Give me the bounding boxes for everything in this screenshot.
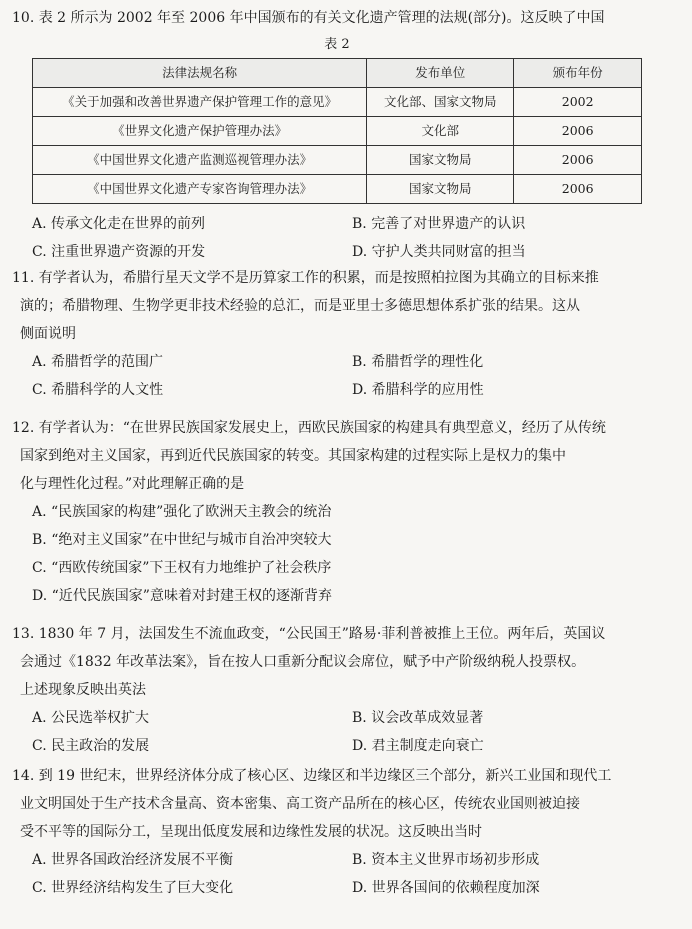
table-cell: 2006 xyxy=(514,146,642,175)
option-d[interactable]: D. 世界各国间的依赖程度加深 xyxy=(352,880,540,896)
question-14-stem-line: 业文明国处于生产技术含量高、资本密集、高工资产品所在的核心区，传统农业国则被迫接 xyxy=(20,796,580,812)
option-b[interactable]: B. 希腊哲学的理性化 xyxy=(352,354,484,370)
regulations-table xyxy=(32,58,642,204)
question-10-options xyxy=(12,210,662,266)
table-cell: 国家文物局 xyxy=(367,175,514,204)
option-a[interactable]: A. 公民选举权扩大 xyxy=(32,710,150,726)
table-cell: 《关于加强和改善世界遗产保护管理工作的意见》 xyxy=(33,88,367,117)
question-13-stem-line: 会通过《1832 年改革法案》，旨在按人口重新分配议会席位，赋予中产阶级纳税人投票权。 xyxy=(20,654,586,670)
question-13-stem-line: 13. 1830 年 7 月，法国发生不流血政变，“公民国王”路易·菲利普被推上王位。两年后，英国议 xyxy=(12,626,606,642)
table-cell: 国家文物局 xyxy=(367,146,514,175)
question-12-stem-line: 国家到绝对主义国家，再到近代民族国家的转变。其国家构建的过程实际上是权力的集中 xyxy=(20,448,566,464)
table-cell: 文化部、国家文物局 xyxy=(367,88,514,117)
question-12-stem-line: 12. 有学者认为：“在世界民族国家发展史上，西欧民族国家的构建具有典型意义，经历了从传统 xyxy=(12,420,606,436)
option-b[interactable]: B. 资本主义世界市场初步形成 xyxy=(352,852,540,868)
table-cell: 文化部 xyxy=(367,117,514,146)
question-14-options xyxy=(12,846,662,902)
table-row xyxy=(33,146,642,175)
question-14-stem-line: 14. 到 19 世纪末，世界经济体分成了核心区、边缘区和半边缘区三个部分，新兴工业国和现代工 xyxy=(12,768,612,784)
question-12-options xyxy=(12,498,662,610)
table-row xyxy=(33,117,642,146)
option-c[interactable]: C. “西欧传统国家”下王权有力地维护了社会秩序 xyxy=(32,560,332,576)
option-b[interactable]: B. 议会改革成效显著 xyxy=(352,710,484,726)
question-14-stem-line: 受不平等的国际分工，呈现出低度发展和边缘性发展的状况。这反映出当时 xyxy=(20,824,482,840)
table-row xyxy=(33,175,642,204)
option-a[interactable]: A. “民族国家的构建”强化了欧洲天主教会的统治 xyxy=(32,504,332,520)
table-header-row xyxy=(33,59,642,88)
question-10 xyxy=(12,4,662,266)
question-13-stem-line: 上述现象反映出英法 xyxy=(20,682,146,698)
question-11-stem-line: 侧面说明 xyxy=(20,326,76,342)
option-b[interactable]: B. 完善了对世界遗产的认识 xyxy=(352,216,526,232)
table-row xyxy=(33,88,642,117)
table-cell: 2006 xyxy=(514,175,642,204)
option-c[interactable]: C. 民主政治的发展 xyxy=(32,738,150,754)
question-14 xyxy=(12,762,662,902)
question-13-options xyxy=(12,704,662,760)
option-a[interactable]: A. 世界各国政治经济发展不平衡 xyxy=(32,852,234,868)
question-11-stem-line: 演的；希腊物理、生物学更非技术经验的总汇，而是亚里士多德思想体系扩张的结果。这从 xyxy=(20,298,580,314)
option-a[interactable]: A. 传承文化走在世界的前列 xyxy=(32,216,206,232)
table-cell: 《世界文化遗产保护管理办法》 xyxy=(33,117,367,146)
question-13 xyxy=(12,620,662,760)
table-cell: 《中国世界文化遗产监测巡视管理办法》 xyxy=(33,146,367,175)
option-d[interactable]: D. “近代民族国家”意味着对封建王权的逐渐背弃 xyxy=(32,588,332,604)
header-name: 法律法规名称 xyxy=(33,59,367,88)
table-cell: 2006 xyxy=(514,117,642,146)
header-issuer: 发布单位 xyxy=(367,59,514,88)
question-12-stem-line: 化与理性化过程。”对此理解正确的是 xyxy=(20,476,245,492)
option-b[interactable]: B. “绝对主义国家”在中世纪与城市自治冲突较大 xyxy=(32,532,332,548)
option-d[interactable]: D. 守护人类共同财富的担当 xyxy=(352,244,526,260)
option-c[interactable]: C. 世界经济结构发生了巨大变化 xyxy=(32,880,234,896)
header-year: 颁布年份 xyxy=(514,59,642,88)
question-12 xyxy=(12,414,662,610)
table-cell: 《中国世界文化遗产专家咨询管理办法》 xyxy=(33,175,367,204)
question-11-options xyxy=(12,348,662,404)
question-11-stem-line: 11. 有学者认为，希腊行星天文学不是历算家工作的积累，而是按照柏拉图为其确立的目标来推 xyxy=(12,270,599,286)
option-a[interactable]: A. 希腊哲学的范围广 xyxy=(32,354,164,370)
table-cell: 2002 xyxy=(514,88,642,117)
table-caption: 表 2 xyxy=(324,37,350,52)
option-d[interactable]: D. 希腊科学的应用性 xyxy=(352,382,484,398)
option-c[interactable]: C. 注重世界遗产资源的开发 xyxy=(32,244,206,260)
option-d[interactable]: D. 君主制度走向衰亡 xyxy=(352,738,484,754)
question-11 xyxy=(12,264,662,404)
question-10-stem: 10. 表 2 所示为 2002 年至 2006 年中国颁布的有关文化遗产管理的法规(部分)。这反映了中国 xyxy=(12,10,605,26)
option-c[interactable]: C. 希腊科学的人文性 xyxy=(32,382,164,398)
